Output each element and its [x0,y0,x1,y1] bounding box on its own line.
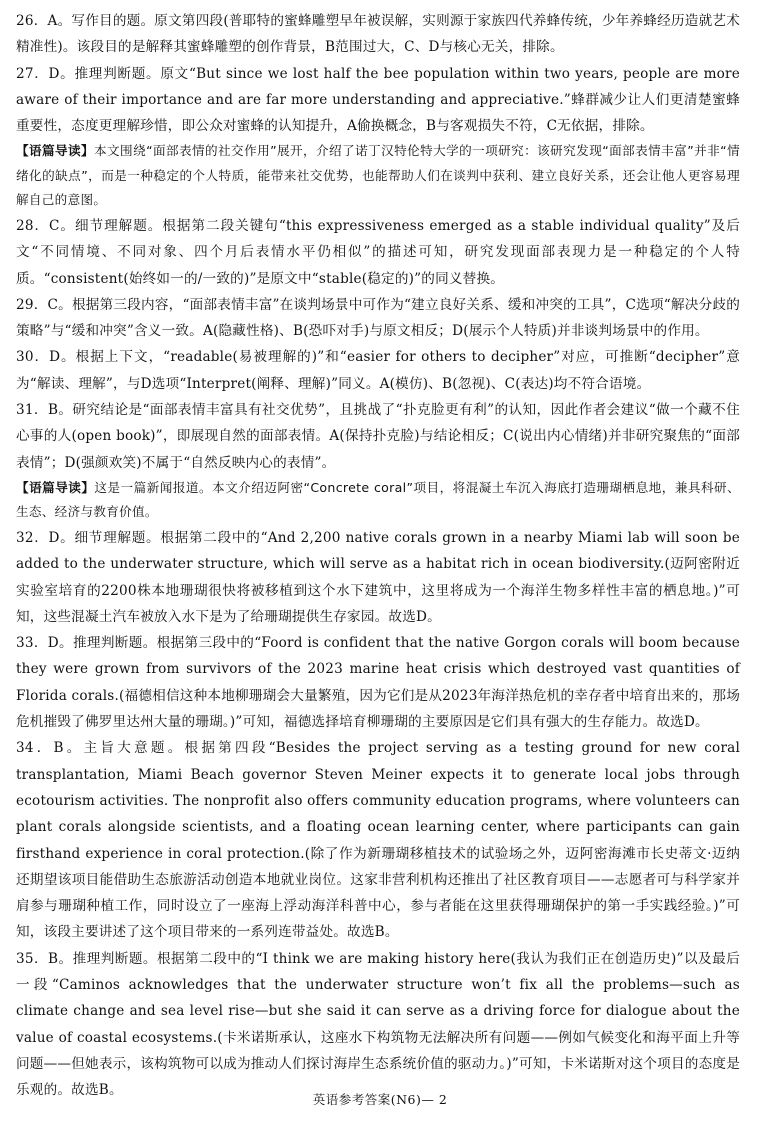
reading-guide-tag: 【语篇导读】 [16,143,95,159]
answer-26: 26．A。写作目的题。原文第四段(普耶特的蜜蜂雕塑早年被误解，实则源于家族四代养蜂传统，少年养蜂经历造就艺术精准性)。该段目的是解释其蜜蜂雕塑的创作背景，B范围过大，C、D与核心无关，排除。 [16,13,740,56]
answer-33: 33．D。推理判断题。根据第三段中的“Foord is confident that the native Gorgon corals will boom because they were grown from survivors of the 2023 marine heat crisis which destroyed vast quantities of Florida corals.(福德相信这种本地柳珊瑚会大量繁殖，因为它们是从2023年海洋热危机的幸存者中培育出来的，那场危机摧毁了佛罗里达州大量的珊瑚。)”可知，福德选择培育柳珊瑚的主要原因是它们具有强大的生存能力。故选D。 [16,635,740,731]
reading-guide-2 [16,476,740,525]
answer-30: 30．D。根据上下文，“readable(易被理解的)”和“easier for others to decipher”对应，可推断“decipher”意为“解读、理解”，与D选项“Interpret(阐释、理解)”同义。A(模仿)、B(忽视)、C(表达)均不符合语境。 [16,349,740,392]
page-footer: 英语参考答案(N6)— 2 [312,1092,448,1107]
reading-guide-text: 本文围绕“面部表情的社交作用”展开，介绍了诺丁汉特伦特大学的一项研究：该研究发现“面部表情丰富”并非“情绪化的缺点”，而是一种稳定的个人特质，能带来社交优势，也能帮助人们在谈判中获利、建立良好关系，还会让他人更容易理解自己的意图。 [16,143,740,208]
answer-35: 35．B。推理判断题。根据第二段中的“I think we are making history here(我认为我们正在创造历史)”以及最后一段“Caminos acknowledges that the underwater structure won’t fix all the problems—such as climate change and sea level rise—but she said it can serve as a driving force for dialogue about the value of coastal ecosystems.(卡米诺斯承认，这座水下构筑物无法解决所有问题——例如气候变化和海平面上升等问题——但她表示，该构筑物可以成为推动人们探讨海岸生态系统价值的驱动力。)”可知，卡米诺斯对这个项目的态度是乐观的。故选B。 [16,950,740,1099]
reading-guide-tag: 【语篇导读】 [16,479,95,495]
answer-28: 28．C。细节理解题。根据第二段关键句“this expressiveness emerged as a stable individual quality”及后文“不同情境、不同对象、四个月后表情水平仍相似”的描述可知，研究发现面部表现力是一种稳定的个人特质。“consistent(始终如一的/一致的)”是原文中“stable(稳定的)”的同义替换。 [16,217,740,287]
answer-29: 29．C。根据第三段内容，“面部表情丰富”在谈判场景中可作为“建立良好关系、缓和冲突的工具”，C选项“解决分歧的策略”与“缓和冲突”含义一致。A(隐藏性格)、B(恐吓对手)与原文相反；D(展示个人特质)并非谈判场景中的作用。 [16,296,740,340]
answer-32: 32．D。细节理解题。根据第二段中的“And 2,200 native corals grown in a nearby Miami lab will soon be added to the underwater structure, which will serve as a habitat rich in ocean biodiversity.(迈阿密附近实验室培育的2200株本地珊瑚很快将被移植到这个水下建筑中，这里将成为一个海洋生物多样性丰富的栖息地。)”可知，这些混凝土汽车被放入水下是为了给珊瑚提供生存家园。故选D。 [16,529,740,625]
reading-guide-text: 这是一篇新闻报道。本文介绍迈阿密“Concrete coral”项目，将混凝土车沉入海底打造珊瑚栖息地，兼具科研、生态、经济与教育价值。 [16,479,740,520]
reading-guide-1 [16,139,740,213]
answer-27: 27．D。推理判断题。原文“But since we lost half the bee population within two years, people are more aware of their importance and are far more understanding and appreciative.”蜂群减少让人们更清楚蜜蜂重要性，态度更理解珍惜，即公众对蜜蜂的认知提升，A偷换概念，B与客观损失不符，C无依据，排除。 [16,65,740,135]
answer-31: 31．B。研究结论是“面部表情丰富具有社交优势”，且挑战了“扑克脸更有利”的认知，因此作者会建议“做一个藏不住心事的人(open book)”，即展现自然的面部表情。A(保持扑克脸)与结论相反；C(说出内心情绪)并非研究聚焦的“面部表情”；D(强颜欢笑)不属于“自然反映内心的表情”。 [16,402,740,471]
answer-34: 34．B。主旨大意题。根据第四段“Besides the project serving as a testing ground for new coral transplantation, Miami Beach governor Steven Meiner expects it to generate local jobs through ecotourism activities. The nonprofit also offers community education programs, where volunteers can plant corals alongside scientists, and a floating ocean learning center, where participants can gain firsthand experience in coral protection.(除了作为新珊瑚移植技术的试验场之外，迈阿密海滩市长史蒂文·迈纳还期望该项目能借助生态旅游活动创造本地就业岗位。这家非营利机构还推出了社区教育项目——志愿者可与科学家并肩参与珊瑚种植工作，同时设立了一座海上浮动海洋科普中心，参与者能在这里获得珊瑚保护的第一手实践经验。)”可知，该段主要讲述了这个项目带来的一系列连带益处。故选B。 [16,740,740,941]
